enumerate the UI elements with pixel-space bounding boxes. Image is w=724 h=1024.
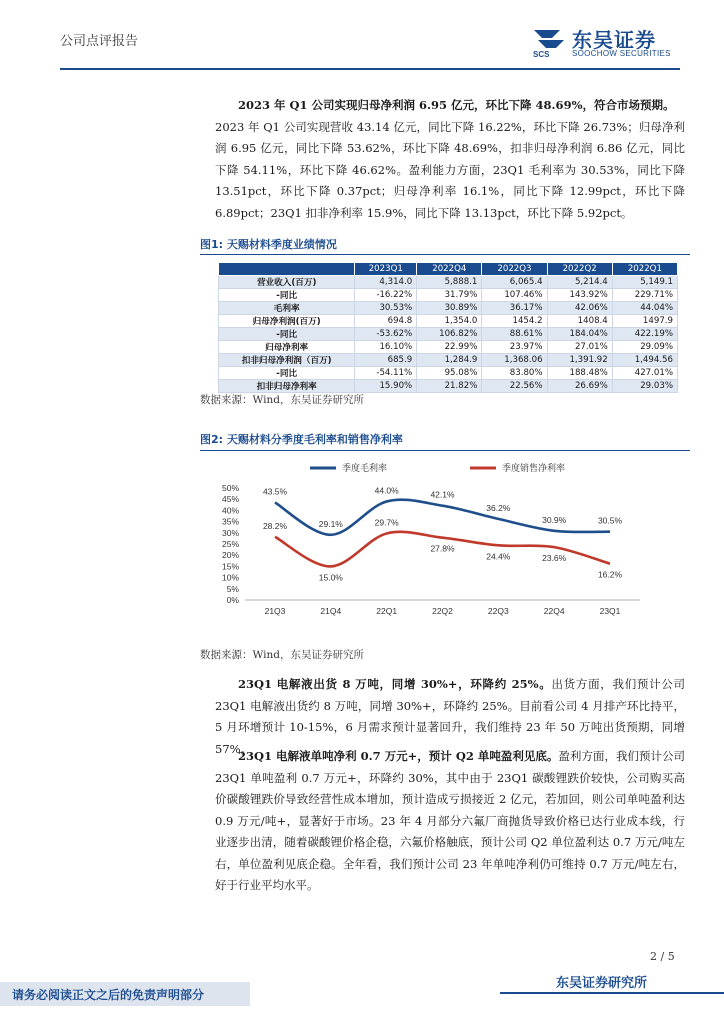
- figure-1-divider: [200, 254, 690, 255]
- table-cell: -16.22%: [355, 289, 417, 302]
- table-row: [219, 354, 678, 367]
- table-cell: 83.80%: [482, 367, 547, 380]
- table-cell: 36.17%: [482, 302, 547, 315]
- row-label: 毛利率: [219, 302, 355, 315]
- footer-divider: [500, 992, 724, 994]
- table-header-row: [219, 263, 678, 276]
- data-label: 28.2%: [262, 520, 288, 531]
- table-cell: 42.06%: [547, 302, 612, 315]
- figure-1-source: 数据来源：Wind，东吴证券研究所: [200, 394, 364, 406]
- row-label: -同比: [219, 328, 355, 341]
- table-cell: 1408.4: [547, 315, 612, 328]
- y-tick-label: 15%: [221, 561, 239, 572]
- data-label: 29.7%: [374, 517, 399, 528]
- x-tick-label: 21Q4: [320, 606, 342, 616]
- table-cell: -53.62%: [355, 328, 417, 341]
- y-tick-label: 5%: [226, 583, 239, 594]
- table-cell: 30.89%: [417, 302, 482, 315]
- row-label: 扣非归母净利率: [219, 380, 355, 393]
- table-cell: 22.99%: [417, 341, 482, 354]
- table-cell: 26.69%: [547, 380, 612, 393]
- table-cell: 27.01%: [547, 341, 612, 354]
- table-row: [219, 315, 678, 328]
- table-row: [219, 367, 678, 380]
- table-cell: 229.71%: [612, 289, 677, 302]
- table-cell: 30.53%: [355, 302, 417, 315]
- data-label: 36.2%: [486, 502, 511, 513]
- table-cell: 15.90%: [355, 380, 417, 393]
- legend-label: 季度销售净利率: [502, 464, 566, 474]
- y-tick-label: 0%: [226, 595, 239, 605]
- table-cell: 21.82%: [417, 380, 482, 393]
- section-1-body: 2023 年 Q1 公司实现营收 43.14 亿元，同比下降 16.22%，环比下降 26.73%；归母净利润 6.95 亿元，同比下降 53.62%，环比下降 48.69%，扣非归母净利润 6.86 亿元，同比下降 54.11%，环比下降 46.62%。盈利能力方面，23Q1 毛利率为 30.53%，同比下降 13.51pct，环比下降 0.37pct；归母净利率 16.1%，同比下降 12.99pct，环比下降 6.89pct；23Q1 扣非净利率 15.9%，同比下降 13.13pct，环比下降 5.92pct。: [215, 119, 685, 220]
- legend-label: 季度毛利率: [342, 464, 388, 474]
- x-tick-label: 22Q4: [543, 606, 565, 616]
- table-cell: 4,314.0: [355, 276, 417, 289]
- table-header-cell: 2023Q1: [355, 263, 417, 276]
- y-tick-label: 10%: [221, 572, 239, 583]
- table-cell: 22.56%: [482, 380, 547, 393]
- table-header-cell: 2022Q4: [417, 263, 482, 276]
- y-tick-label: 45%: [221, 494, 239, 505]
- table-row: [219, 302, 678, 315]
- data-label: 30.9%: [542, 514, 567, 525]
- report-type-label: 公司点评报告: [60, 34, 139, 49]
- table-cell: 5,888.1: [417, 276, 482, 289]
- y-tick-label: 25%: [221, 539, 239, 549]
- row-label: 归母净利润(百万): [219, 315, 355, 328]
- data-label: 30.5%: [597, 515, 623, 526]
- row-label: -同比: [219, 289, 355, 302]
- data-label: 16.2%: [597, 569, 623, 580]
- section-3-body: 盈利方面，我们预计公司 23Q1 单吨盈利 0.7 万元+，环降约 30%，其中由于 23Q1 碳酸锂跌价较快，公司购买高价碳酸锂跌价导致经营性成本增加，预计造成亏损接近 2 亿元，若加回，则公司单吨盈利达 0.9 万元/吨+，显著好于市场。23 年 4 月部分六氟厂商抛货导致价格已达行业成本线，行业逐步出清，随着碳酸锂价格企稳，六氟价格触底，预计公司 Q2 单位盈利达 0.7 万元/吨左右，单位盈利见底企稳。全年看，我们预计公司 23 年单吨净利仍可维持 0.7 万元/吨左右，好于行业平均水平。: [215, 749, 686, 892]
- section-3: [215, 746, 685, 897]
- table-cell: 188.48%: [547, 367, 612, 380]
- x-tick-label: 22Q2: [432, 606, 453, 616]
- table-cell: 1497.9: [612, 315, 677, 328]
- table-cell: 44.04%: [612, 302, 677, 315]
- row-label: 营业收入(百万): [219, 276, 355, 289]
- table-header-cell: 2022Q2: [547, 263, 612, 276]
- table-cell: 5,214.4: [547, 276, 612, 289]
- logo-en-text: SOOCHOW SECURITIES: [572, 49, 671, 58]
- table-row: [219, 276, 678, 289]
- table-cell: 88.61%: [482, 328, 547, 341]
- performance-table: [218, 262, 678, 393]
- table-cell: 184.04%: [547, 328, 612, 341]
- table-cell: 427.01%: [612, 367, 677, 380]
- table-cell: 694.8: [355, 315, 417, 328]
- table-cell: 1,494.56: [612, 354, 677, 367]
- brand-logo: [530, 24, 680, 64]
- page-number: 2 / 5: [650, 950, 675, 963]
- data-label: 24.4%: [486, 551, 511, 562]
- table-cell: 6,065.4: [482, 276, 547, 289]
- x-tick-label: 22Q3: [487, 606, 509, 616]
- figure-2-divider: [200, 450, 690, 451]
- margin-line-chart: [200, 452, 690, 628]
- table-row: [219, 289, 678, 302]
- data-label: 27.8%: [430, 543, 455, 554]
- data-label: 15.0%: [318, 572, 343, 583]
- table-cell: -54.11%: [355, 367, 417, 380]
- table-cell: 106.82%: [417, 328, 482, 341]
- section-1: [215, 95, 685, 224]
- row-label: 扣非归母净利润（百万): [219, 354, 355, 367]
- table-header-cell: 2022Q3: [482, 263, 547, 276]
- table-cell: 16.10%: [355, 341, 417, 354]
- section-2-heading: 23Q1 电解液出货 8 万吨，同增 30%+，环降约 25%。: [238, 677, 552, 691]
- data-label: 29.1%: [318, 518, 343, 529]
- figure-2-source: 数据来源：Wind，东吴证券研究所: [200, 649, 364, 661]
- logo-mark-text: SCS: [533, 50, 550, 59]
- disclaimer-text: 请务必阅读正文之后的免责声明部分: [12, 988, 205, 1002]
- table-cell: 29.09%: [612, 341, 677, 354]
- table-cell: 29.03%: [612, 380, 677, 393]
- table-cell: 685.9: [355, 354, 417, 367]
- table-cell: 95.08%: [417, 367, 482, 380]
- table-header-cell: [219, 263, 355, 276]
- row-label: -同比: [219, 367, 355, 380]
- table-cell: 31.79%: [417, 289, 482, 302]
- table-cell: 143.92%: [547, 289, 612, 302]
- logo-cn-text: 东吴证券: [572, 28, 656, 52]
- row-label: 归母净利率: [219, 341, 355, 354]
- header-divider: [60, 68, 680, 70]
- figure-1-title: 图1: 天赐材料季度业绩情况: [200, 238, 337, 251]
- table-cell: 1454.2: [482, 315, 547, 328]
- section-1-heading: 2023 年 Q1 公司实现归母净利润 6.95 亿元，环比下降 48.69%，符合市场预期。: [238, 98, 675, 112]
- y-tick-label: 40%: [221, 505, 239, 516]
- table-cell: 1,284.9: [417, 354, 482, 367]
- section-2-body: 出货方面，我们预计公司 23Q1 电解液出货约 8 万吨，同增 30%+，环降约 25%。目前看公司 4 月排产环比持平，5 月环增预计 10-15%，6 月需求预计显著回升，我们维持 23 年 50 万吨出货预期，同增 57%。: [215, 677, 685, 756]
- x-tick-label: 22Q1: [376, 606, 398, 616]
- table-cell: 23.97%: [482, 341, 547, 354]
- figure-2-title: 图2: 天赐材料分季度毛利率和销售净利率: [200, 433, 403, 446]
- table-row: [219, 328, 678, 341]
- logo-mark-icon: [530, 24, 568, 60]
- table-row: [219, 380, 678, 393]
- y-tick-label: 20%: [221, 550, 239, 561]
- table-header-cell: 2022Q1: [612, 263, 677, 276]
- y-tick-label: 30%: [221, 527, 239, 538]
- table-cell: 107.46%: [482, 289, 547, 302]
- footer-org: 东吴证券研究所: [556, 976, 648, 991]
- data-label: 42.1%: [430, 489, 455, 500]
- table-cell: 1,368.06: [482, 354, 547, 367]
- x-tick-label: 21Q3: [264, 606, 286, 616]
- table-cell: 1,391.92: [547, 354, 612, 367]
- table-cell: 1,354.0: [417, 315, 482, 328]
- y-tick-label: 50%: [221, 483, 239, 493]
- table-row: [219, 341, 678, 354]
- y-tick-label: 35%: [221, 516, 239, 527]
- data-label: 43.5%: [262, 486, 288, 497]
- table-cell: 422.19%: [612, 328, 677, 341]
- table-cell: 5,149.1: [612, 276, 677, 289]
- x-tick-label: 23Q1: [599, 606, 621, 616]
- data-label: 23.6%: [542, 553, 567, 564]
- data-label: 44.0%: [374, 485, 399, 496]
- section-3-heading: 23Q1 电解液单吨净利 0.7 万元+，预计 Q2 单吨盈利见底。: [238, 749, 559, 763]
